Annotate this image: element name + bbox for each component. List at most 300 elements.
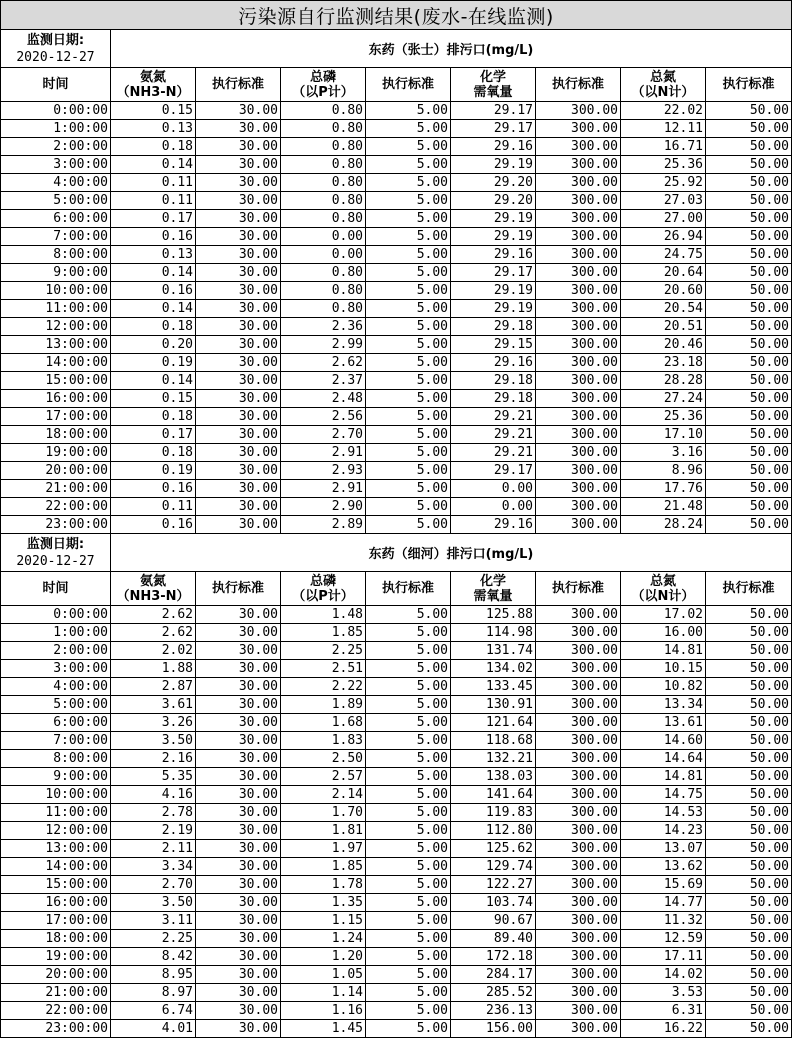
value-cell: 300.00 [536, 138, 621, 156]
value-cell: 5.00 [366, 786, 451, 804]
value-cell: 300.00 [536, 246, 621, 264]
value-cell: 3.50 [111, 894, 196, 912]
column-header-row [1, 572, 792, 606]
column-header [451, 68, 536, 102]
value-cell: 30.00 [196, 822, 281, 840]
value-cell: 122.27 [451, 876, 536, 894]
value-cell: 13.34 [621, 696, 706, 714]
value-cell: 2.91 [281, 444, 366, 462]
value-cell: 2.25 [111, 930, 196, 948]
column-header-line1: 总磷 [309, 573, 336, 589]
table-row [1, 678, 792, 696]
value-cell: 0.17 [111, 210, 196, 228]
value-cell: 5.00 [366, 930, 451, 948]
value-cell: 2.02 [111, 642, 196, 660]
value-cell: 5.00 [366, 120, 451, 138]
value-cell: 300.00 [536, 606, 621, 624]
value-cell: 300.00 [536, 696, 621, 714]
value-cell: 24.75 [621, 246, 706, 264]
value-cell: 30.00 [196, 984, 281, 1002]
value-cell: 50.00 [706, 966, 792, 984]
value-cell: 0.19 [111, 354, 196, 372]
value-cell: 50.00 [706, 390, 792, 408]
column-header [366, 68, 451, 102]
table-row [1, 606, 792, 624]
column-header [1, 572, 111, 606]
value-cell: 1.81 [281, 822, 366, 840]
value-cell: 12.59 [621, 930, 706, 948]
value-cell: 300.00 [536, 732, 621, 750]
time-cell: 4:00:00 [1, 174, 111, 192]
value-cell: 112.80 [451, 822, 536, 840]
value-cell: 132.21 [451, 750, 536, 768]
value-cell: 29.16 [451, 138, 536, 156]
column-header-line2: （NH3-N） [116, 588, 190, 604]
time-cell: 6:00:00 [1, 714, 111, 732]
value-cell: 2.89 [281, 516, 366, 534]
value-cell: 3.53 [621, 984, 706, 1002]
table-row [1, 390, 792, 408]
value-cell: 0.14 [111, 264, 196, 282]
value-cell: 0.80 [281, 282, 366, 300]
value-cell: 23.18 [621, 354, 706, 372]
value-cell: 300.00 [536, 264, 621, 282]
time-cell: 7:00:00 [1, 228, 111, 246]
value-cell: 2.48 [281, 390, 366, 408]
value-cell: 30.00 [196, 282, 281, 300]
table-row [1, 426, 792, 444]
value-cell: 156.00 [451, 1020, 536, 1038]
table-row [1, 516, 792, 534]
value-cell: 1.20 [281, 948, 366, 966]
value-cell: 20.64 [621, 264, 706, 282]
value-cell: 50.00 [706, 318, 792, 336]
value-cell: 300.00 [536, 444, 621, 462]
value-cell: 5.00 [366, 966, 451, 984]
value-cell: 300.00 [536, 336, 621, 354]
section-header-row [1, 30, 792, 68]
value-cell: 30.00 [196, 732, 281, 750]
value-cell: 50.00 [706, 1002, 792, 1020]
value-cell: 30.00 [196, 930, 281, 948]
value-cell: 50.00 [706, 696, 792, 714]
time-cell: 0:00:00 [1, 102, 111, 120]
column-header-line1: 执行标准 [211, 581, 264, 596]
table-row [1, 354, 792, 372]
value-cell: 285.52 [451, 984, 536, 1002]
table-row [1, 876, 792, 894]
value-cell: 14.77 [621, 894, 706, 912]
column-header-line1: 执行标准 [551, 77, 604, 92]
value-cell: 2.99 [281, 336, 366, 354]
value-cell: 20.51 [621, 318, 706, 336]
value-cell: 0.16 [111, 228, 196, 246]
value-cell: 0.00 [451, 480, 536, 498]
value-cell: 29.20 [451, 174, 536, 192]
value-cell: 300.00 [536, 822, 621, 840]
value-cell: 2.62 [111, 606, 196, 624]
value-cell: 5.00 [366, 318, 451, 336]
value-cell: 25.92 [621, 174, 706, 192]
value-cell: 5.00 [366, 840, 451, 858]
time-cell: 20:00:00 [1, 462, 111, 480]
value-cell: 25.36 [621, 156, 706, 174]
time-cell: 7:00:00 [1, 732, 111, 750]
value-cell: 0.80 [281, 156, 366, 174]
value-cell: 2.51 [281, 660, 366, 678]
value-cell: 300.00 [536, 624, 621, 642]
table-row [1, 786, 792, 804]
time-cell: 18:00:00 [1, 930, 111, 948]
value-cell: 20.46 [621, 336, 706, 354]
time-cell: 22:00:00 [1, 1002, 111, 1020]
value-cell: 50.00 [706, 750, 792, 768]
value-cell: 5.00 [366, 282, 451, 300]
time-cell: 8:00:00 [1, 246, 111, 264]
table-row [1, 984, 792, 1002]
value-cell: 14.75 [621, 786, 706, 804]
column-header-line2: （NH3-N） [116, 84, 190, 100]
value-cell: 1.05 [281, 966, 366, 984]
value-cell: 14.60 [621, 732, 706, 750]
value-cell: 50.00 [706, 210, 792, 228]
time-cell: 2:00:00 [1, 642, 111, 660]
value-cell: 50.00 [706, 948, 792, 966]
value-cell: 30.00 [196, 876, 281, 894]
value-cell: 5.00 [366, 102, 451, 120]
value-cell: 236.13 [451, 1002, 536, 1020]
value-cell: 27.24 [621, 390, 706, 408]
value-cell: 138.03 [451, 768, 536, 786]
value-cell: 5.00 [366, 336, 451, 354]
value-cell: 14.53 [621, 804, 706, 822]
value-cell: 30.00 [196, 768, 281, 786]
time-cell: 12:00:00 [1, 318, 111, 336]
value-cell: 300.00 [536, 948, 621, 966]
section-header-row [1, 534, 792, 572]
value-cell: 1.88 [111, 660, 196, 678]
table-row [1, 912, 792, 930]
time-cell: 4:00:00 [1, 678, 111, 696]
value-cell: 0.13 [111, 120, 196, 138]
time-cell: 23:00:00 [1, 1020, 111, 1038]
table-row [1, 858, 792, 876]
value-cell: 5.00 [366, 246, 451, 264]
value-cell: 30.00 [196, 840, 281, 858]
value-cell: 5.00 [366, 264, 451, 282]
value-cell: 30.00 [196, 480, 281, 498]
value-cell: 28.24 [621, 516, 706, 534]
value-cell: 2.78 [111, 804, 196, 822]
value-cell: 27.00 [621, 210, 706, 228]
column-header-line1: 执行标准 [551, 581, 604, 596]
value-cell: 1.14 [281, 984, 366, 1002]
value-cell: 1.97 [281, 840, 366, 858]
column-header [451, 572, 536, 606]
value-cell: 4.16 [111, 786, 196, 804]
value-cell: 29.19 [451, 300, 536, 318]
value-cell: 90.67 [451, 912, 536, 930]
table-row [1, 948, 792, 966]
column-header [536, 68, 621, 102]
column-header-line2: 需氧量 [473, 588, 513, 604]
value-cell: 30.00 [196, 678, 281, 696]
value-cell: 50.00 [706, 462, 792, 480]
value-cell: 300.00 [536, 282, 621, 300]
column-header [1, 68, 111, 102]
value-cell: 15.69 [621, 876, 706, 894]
value-cell: 12.11 [621, 120, 706, 138]
value-cell: 26.94 [621, 228, 706, 246]
value-cell: 1.68 [281, 714, 366, 732]
value-cell: 50.00 [706, 642, 792, 660]
value-cell: 17.10 [621, 426, 706, 444]
value-cell: 2.87 [111, 678, 196, 696]
value-cell: 133.45 [451, 678, 536, 696]
value-cell: 300.00 [536, 750, 621, 768]
column-header [706, 572, 792, 606]
value-cell: 3.26 [111, 714, 196, 732]
column-header [281, 68, 366, 102]
value-cell: 5.00 [366, 750, 451, 768]
time-cell: 23:00:00 [1, 516, 111, 534]
value-cell: 300.00 [536, 786, 621, 804]
table-row [1, 714, 792, 732]
value-cell: 5.00 [366, 408, 451, 426]
value-cell: 2.37 [281, 372, 366, 390]
value-cell: 50.00 [706, 480, 792, 498]
value-cell: 50.00 [706, 840, 792, 858]
column-header [621, 572, 706, 606]
table-row [1, 102, 792, 120]
table-row [1, 228, 792, 246]
column-header [706, 68, 792, 102]
table-row [1, 1020, 792, 1038]
value-cell: 141.64 [451, 786, 536, 804]
value-cell: 2.62 [281, 354, 366, 372]
value-cell: 6.74 [111, 1002, 196, 1020]
value-cell: 300.00 [536, 462, 621, 480]
value-cell: 5.00 [366, 714, 451, 732]
column-header-line1: 时间 [42, 581, 69, 596]
value-cell: 30.00 [196, 804, 281, 822]
time-cell: 11:00:00 [1, 804, 111, 822]
value-cell: 300.00 [536, 768, 621, 786]
value-cell: 20.54 [621, 300, 706, 318]
value-cell: 50.00 [706, 138, 792, 156]
value-cell: 5.00 [366, 606, 451, 624]
value-cell: 119.83 [451, 804, 536, 822]
value-cell: 29.16 [451, 354, 536, 372]
value-cell: 21.48 [621, 498, 706, 516]
value-cell: 300.00 [536, 480, 621, 498]
value-cell: 50.00 [706, 174, 792, 192]
column-header [366, 572, 451, 606]
value-cell: 50.00 [706, 804, 792, 822]
table-row [1, 768, 792, 786]
time-cell: 13:00:00 [1, 840, 111, 858]
table-row [1, 336, 792, 354]
value-cell: 300.00 [536, 300, 621, 318]
value-cell: 300.00 [536, 804, 621, 822]
value-cell: 10.82 [621, 678, 706, 696]
value-cell: 0.14 [111, 156, 196, 174]
column-header-line1: 执行标准 [381, 581, 434, 596]
column-header [196, 572, 281, 606]
value-cell: 2.22 [281, 678, 366, 696]
value-cell: 2.62 [111, 624, 196, 642]
value-cell: 16.22 [621, 1020, 706, 1038]
value-cell: 5.00 [366, 390, 451, 408]
value-cell: 134.02 [451, 660, 536, 678]
value-cell: 29.17 [451, 462, 536, 480]
value-cell: 0.80 [281, 120, 366, 138]
value-cell: 300.00 [536, 354, 621, 372]
value-cell: 30.00 [196, 714, 281, 732]
monitoring-date-label: 监测日期: [26, 536, 85, 552]
table-row [1, 480, 792, 498]
value-cell: 0.18 [111, 138, 196, 156]
table-row [1, 804, 792, 822]
value-cell: 50.00 [706, 102, 792, 120]
column-header-line1: 执行标准 [211, 77, 264, 92]
column-header [196, 68, 281, 102]
value-cell: 300.00 [536, 876, 621, 894]
value-cell: 50.00 [706, 264, 792, 282]
value-cell: 89.40 [451, 930, 536, 948]
time-cell: 12:00:00 [1, 822, 111, 840]
time-cell: 14:00:00 [1, 354, 111, 372]
column-header-line2: （以P计） [292, 588, 354, 604]
value-cell: 5.00 [366, 462, 451, 480]
value-cell: 5.00 [366, 984, 451, 1002]
value-cell: 3.16 [621, 444, 706, 462]
table-row [1, 120, 792, 138]
column-header-line1: 氨氮 [139, 573, 166, 589]
value-cell: 300.00 [536, 372, 621, 390]
value-cell: 29.17 [451, 102, 536, 120]
value-cell: 5.00 [366, 1020, 451, 1038]
value-cell: 0.19 [111, 462, 196, 480]
value-cell: 50.00 [706, 786, 792, 804]
time-cell: 22:00:00 [1, 498, 111, 516]
column-header-line1: 时间 [42, 77, 69, 92]
time-cell: 6:00:00 [1, 210, 111, 228]
table-row [1, 264, 792, 282]
value-cell: 300.00 [536, 156, 621, 174]
value-cell: 6.31 [621, 1002, 706, 1020]
value-cell: 300.00 [536, 498, 621, 516]
value-cell: 121.64 [451, 714, 536, 732]
value-cell: 5.00 [366, 894, 451, 912]
table-row [1, 966, 792, 984]
value-cell: 5.00 [366, 678, 451, 696]
value-cell: 300.00 [536, 912, 621, 930]
value-cell: 30.00 [196, 966, 281, 984]
value-cell: 1.45 [281, 1020, 366, 1038]
value-cell: 14.81 [621, 768, 706, 786]
value-cell: 30.00 [196, 624, 281, 642]
value-cell: 30.00 [196, 858, 281, 876]
table-row [1, 642, 792, 660]
outlet-name: 东药（细河）排污口(mg/L) [111, 534, 792, 572]
value-cell: 50.00 [706, 606, 792, 624]
value-cell: 0.80 [281, 102, 366, 120]
time-cell: 17:00:00 [1, 912, 111, 930]
value-cell: 0.80 [281, 300, 366, 318]
value-cell: 300.00 [536, 894, 621, 912]
value-cell: 300.00 [536, 102, 621, 120]
value-cell: 30.00 [196, 246, 281, 264]
value-cell: 1.89 [281, 696, 366, 714]
value-cell: 50.00 [706, 336, 792, 354]
value-cell: 300.00 [536, 174, 621, 192]
value-cell: 29.16 [451, 246, 536, 264]
value-cell: 3.50 [111, 732, 196, 750]
value-cell: 103.74 [451, 894, 536, 912]
table-row [1, 444, 792, 462]
time-cell: 13:00:00 [1, 336, 111, 354]
monitoring-date-value: 2020-12-27 [16, 49, 95, 65]
table-row [1, 462, 792, 480]
value-cell: 131.74 [451, 642, 536, 660]
value-cell: 0.16 [111, 516, 196, 534]
time-cell: 1:00:00 [1, 624, 111, 642]
time-cell: 3:00:00 [1, 156, 111, 174]
value-cell: 29.21 [451, 408, 536, 426]
column-header [281, 572, 366, 606]
value-cell: 2.16 [111, 750, 196, 768]
monitoring-date-cell [1, 534, 111, 572]
value-cell: 30.00 [196, 408, 281, 426]
column-header-row [1, 68, 792, 102]
value-cell: 50.00 [706, 246, 792, 264]
value-cell: 50.00 [706, 822, 792, 840]
time-cell: 18:00:00 [1, 426, 111, 444]
value-cell: 22.02 [621, 102, 706, 120]
value-cell: 17.02 [621, 606, 706, 624]
time-cell: 5:00:00 [1, 192, 111, 210]
value-cell: 30.00 [196, 642, 281, 660]
table-row [1, 732, 792, 750]
table-row [1, 1002, 792, 1020]
value-cell: 50.00 [706, 444, 792, 462]
value-cell: 5.00 [366, 156, 451, 174]
value-cell: 5.00 [366, 192, 451, 210]
time-cell: 14:00:00 [1, 858, 111, 876]
value-cell: 50.00 [706, 516, 792, 534]
value-cell: 0.80 [281, 264, 366, 282]
value-cell: 30.00 [196, 120, 281, 138]
value-cell: 14.81 [621, 642, 706, 660]
time-cell: 8:00:00 [1, 750, 111, 768]
value-cell: 30.00 [196, 300, 281, 318]
value-cell: 5.00 [366, 948, 451, 966]
value-cell: 17.76 [621, 480, 706, 498]
value-cell: 0.80 [281, 210, 366, 228]
table-body [1, 1, 792, 1038]
time-cell: 21:00:00 [1, 984, 111, 1002]
time-cell: 19:00:00 [1, 444, 111, 462]
table-row [1, 156, 792, 174]
value-cell: 50.00 [706, 714, 792, 732]
value-cell: 300.00 [536, 642, 621, 660]
value-cell: 50.00 [706, 408, 792, 426]
time-cell: 9:00:00 [1, 264, 111, 282]
table-row [1, 318, 792, 336]
value-cell: 25.36 [621, 408, 706, 426]
time-cell: 10:00:00 [1, 786, 111, 804]
